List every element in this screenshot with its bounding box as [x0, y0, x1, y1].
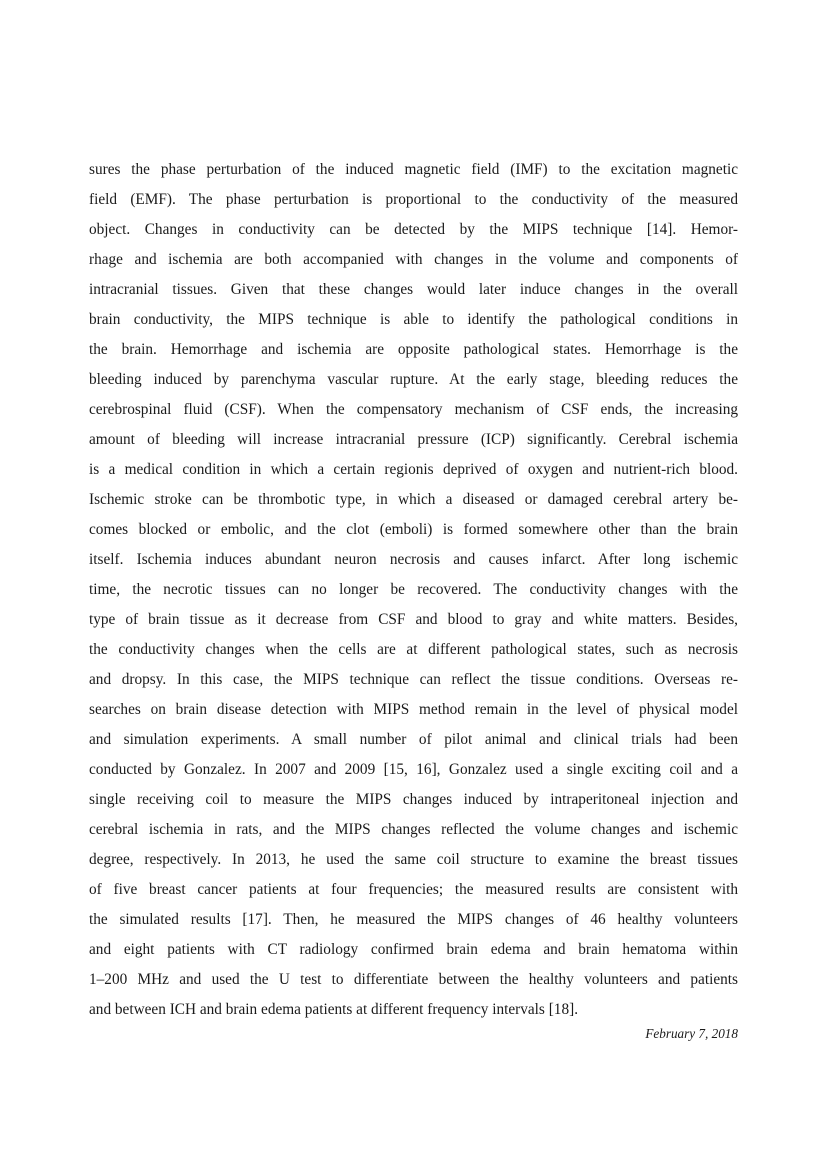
body-line: comes blocked or embolic, and the clot (emboli) is formed somewhere other than the brain: [89, 521, 738, 538]
body-line: searches on brain disease detection with MIPS method remain in the level of physical model: [89, 701, 738, 718]
body-line: degree, respectively. In 2013, he used the same coil structure to examine the breast tissues: [89, 851, 738, 868]
body-line: bleeding induced by parenchyma vascular rupture. At the early stage, bleeding reduces the: [89, 371, 738, 388]
body-line: the simulated results [17]. Then, he measured the MIPS changes of 46 healthy volunteers: [89, 911, 738, 928]
body-line: Ischemic stroke can be thrombotic type, in which a diseased or damaged cerebral artery be-: [89, 491, 738, 508]
body-text-column: [89, 155, 738, 1025]
body-line: cerebral ischemia in rats, and the MIPS changes reflected the volume changes and ischemic: [89, 821, 738, 838]
body-line: 1–200 MHz and used the U test to differentiate between the healthy volunteers and patients: [89, 971, 738, 988]
body-line: itself. Ischemia induces abundant neuron necrosis and causes infarct. After long ischemic: [89, 551, 738, 568]
body-line: is a medical condition in which a certain regionis deprived of oxygen and nutrient-rich blood.: [89, 461, 738, 478]
footer-date: February 7, 2018: [645, 1026, 738, 1041]
body-line: time, the necrotic tissues can no longer be recovered. The conductivity changes with the: [89, 581, 738, 598]
body-line: object. Changes in conductivity can be detected by the MIPS technique [14]. Hemor-: [89, 221, 738, 238]
body-line: and simulation experiments. A small number of pilot animal and clinical trials had been: [89, 731, 738, 748]
body-line: and eight patients with CT radiology confirmed brain edema and brain hematoma within: [89, 941, 738, 958]
body-line: and between ICH and brain edema patients at different frequency intervals [18].: [89, 1001, 579, 1018]
body-line: field (EMF). The phase perturbation is proportional to the conductivity of the measured: [89, 191, 738, 208]
body-line: rhage and ischemia are both accompanied with changes in the volume and components of: [89, 251, 738, 268]
body-line: conducted by Gonzalez. In 2007 and 2009 [15, 16], Gonzalez used a single exciting coil and a: [89, 761, 738, 778]
body-line: the brain. Hemorrhage and ischemia are opposite pathological states. Hemorrhage is the: [89, 341, 738, 358]
body-line: intracranial tissues. Given that these changes would later induce changes in the overall: [89, 281, 738, 298]
body-line: type of brain tissue as it decrease from CSF and blood to gray and white matters. Besides,: [89, 611, 738, 628]
body-line: the conductivity changes when the cells are at different pathological states, such as necrosis: [89, 641, 738, 658]
body-line: single receiving coil to measure the MIPS changes induced by intraperitoneal injection and: [89, 791, 738, 808]
body-line: cerebrospinal fluid (CSF). When the compensatory mechanism of CSF ends, the increasing: [89, 401, 738, 418]
body-line: brain conductivity, the MIPS technique is able to identify the pathological conditions in: [89, 311, 738, 328]
body-line: and dropsy. In this case, the MIPS technique can reflect the tissue conditions. Overseas re-: [89, 671, 738, 688]
body-line: of five breast cancer patients at four frequencies; the measured results are consistent with: [89, 881, 738, 898]
body-line: sures the phase perturbation of the induced magnetic field (IMF) to the excitation magnetic: [89, 161, 738, 178]
body-line: amount of bleeding will increase intracranial pressure (ICP) significantly. Cerebral ischemia: [89, 431, 738, 448]
